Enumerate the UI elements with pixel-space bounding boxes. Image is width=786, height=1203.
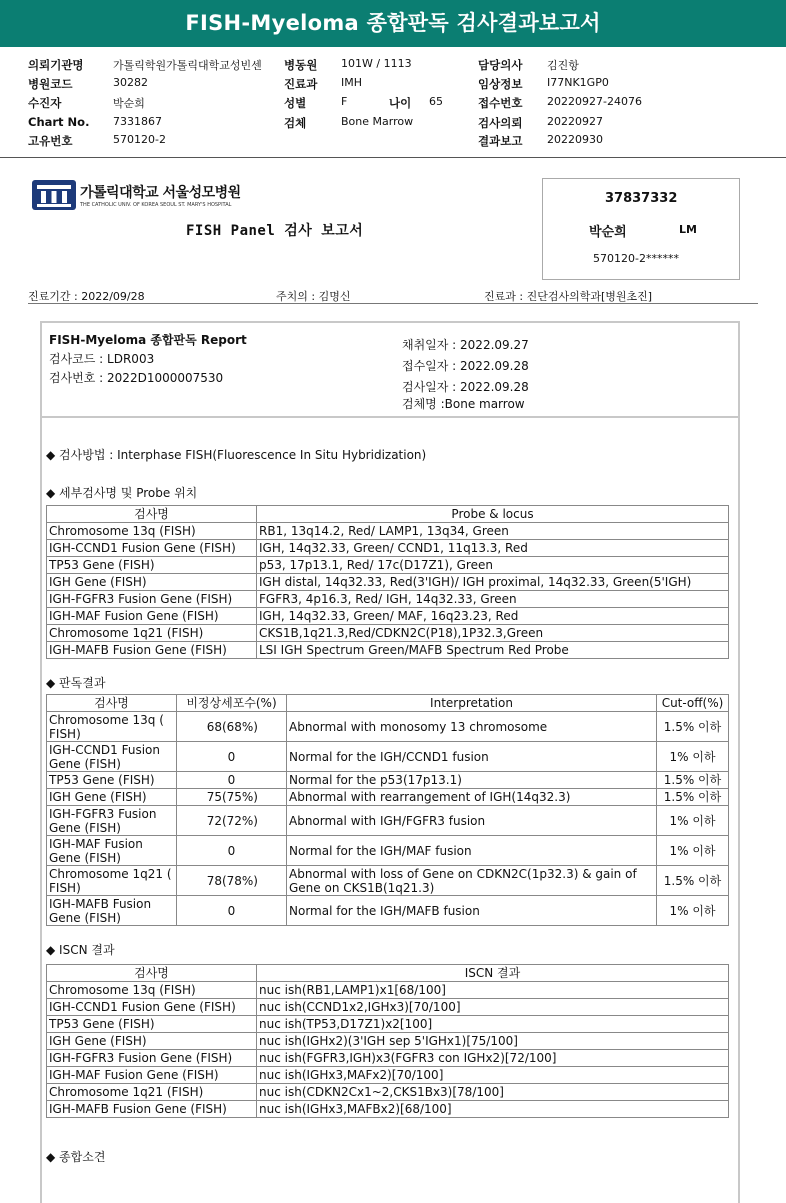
label-report-date: 결과보고: [478, 134, 523, 148]
table-cell: IGH-FGFR3 Fusion Gene (FISH): [47, 591, 257, 608]
patient-label-box: [542, 178, 740, 280]
table-cell: 0: [177, 742, 287, 772]
table-cell: nuc ish(RB1,LAMP1)x1[68/100]: [257, 982, 729, 999]
hospital-logo: [32, 180, 76, 214]
report-title: FISH-Myeloma 종합판독 Report: [49, 333, 247, 347]
label-specimen: 검체: [284, 116, 307, 130]
probe-header-test: 검사명: [47, 506, 257, 523]
table-cell: 72(72%): [177, 806, 287, 836]
test-code: 검사코드 : LDR003: [49, 352, 155, 366]
label-clinical-info: 임상정보: [478, 77, 523, 91]
table-row: [47, 866, 729, 896]
table-row: [47, 574, 729, 591]
specimen: Bone Marrow: [341, 115, 414, 128]
table-cell: TP53 Gene (FISH): [47, 1016, 257, 1033]
table-row: [47, 836, 729, 866]
tested-date: 검사일자 : 2022.09.28: [402, 380, 529, 394]
table-row: [47, 591, 729, 608]
specimen-name: 검체명 :Bone marrow: [402, 397, 525, 411]
table-row: [47, 1033, 729, 1050]
department: IMH: [341, 76, 363, 89]
label-hospital-code: 병원코드: [28, 77, 73, 91]
result-header-abnormal: 비정상세포수(%): [177, 695, 287, 712]
table-cell: 0: [177, 836, 287, 866]
table-row: [47, 642, 729, 659]
table-cell: CKS1B,1q21.3,Red/CDKN2C(P18),1P32.3,Green: [257, 625, 729, 642]
table-row: [47, 540, 729, 557]
table-row: [47, 608, 729, 625]
table-cell: Chromosome 1q21 (FISH): [47, 625, 257, 642]
table-cell: IGH distal, 14q32.33, Red(3'IGH)/ IGH proximal, 14q32.33, Green(5'IGH): [257, 574, 729, 591]
table-cell: Chromosome 13q ( FISH): [47, 712, 177, 742]
table-cell: IGH-MAF Fusion Gene (FISH): [47, 836, 177, 866]
table-cell: nuc ish(FGFR3,IGH)x3(FGFR3 con IGHx2)[72/100]: [257, 1050, 729, 1067]
visit-period: [28, 288, 145, 304]
probe-table: [46, 505, 729, 659]
visit-divider: [28, 303, 758, 304]
patient-box-id: 570120-2******: [593, 252, 679, 265]
label-chart-no: Chart No.: [28, 115, 90, 129]
visit-department: [484, 288, 652, 304]
table-cell: Chromosome 1q21 (FISH): [47, 1084, 257, 1101]
table-row: [47, 557, 729, 574]
visit-text: 2022/09/28: [81, 290, 145, 303]
report-title-bar: FISH-Myeloma 종합판독 검사결과보고서: [0, 0, 786, 47]
clinical-info: I77NK1GP0: [547, 76, 609, 89]
table-cell: 1.5% 이하: [657, 712, 729, 742]
ward: 101W / 1113: [341, 57, 412, 70]
patient-number: 37837332: [605, 191, 678, 206]
report-date: 20220930: [547, 133, 603, 146]
table-cell: 1% 이하: [657, 806, 729, 836]
chart-no: 7331867: [113, 115, 162, 128]
table-cell: IGH Gene (FISH): [47, 574, 257, 591]
table-cell: Normal for the IGH/MAFB fusion: [287, 896, 657, 926]
result-header-test: 검사명: [47, 695, 177, 712]
age: 65: [429, 95, 443, 108]
visit-text: 주치의 :: [276, 290, 319, 303]
label-sex: 성별: [284, 96, 307, 110]
method: ◆ 검사방법 : Interphase FISH(Fluorescence In Situ Hybridization): [46, 448, 427, 462]
iscn-table: [46, 964, 729, 1118]
table-row: [47, 789, 729, 806]
table-cell: IGH-MAFB Fusion Gene (FISH): [47, 1101, 257, 1118]
table-row: [47, 999, 729, 1016]
table-row: [47, 806, 729, 836]
probe-header-locus: Probe & locus: [257, 506, 729, 523]
table-row: [47, 523, 729, 540]
visit-text: 진료과 :: [484, 290, 527, 303]
table-row: [47, 982, 729, 999]
label-patient: 수진자: [28, 96, 62, 110]
table-cell: Normal for the IGH/CCND1 fusion: [287, 742, 657, 772]
table-row: [47, 896, 729, 926]
table-row: [47, 1067, 729, 1084]
patient-name: 박순희: [113, 97, 145, 110]
table-cell: RB1, 13q14.2, Red/ LAMP1, 13q34, Green: [257, 523, 729, 540]
patient-box-name: 박순희: [589, 225, 627, 240]
table-row: [47, 742, 729, 772]
iscn-header-result: ISCN 결과: [257, 965, 729, 982]
table-cell: 1.5% 이하: [657, 789, 729, 806]
table-cell: p53, 17p13.1, Red/ 17c(D17Z1), Green: [257, 557, 729, 574]
received-date: 접수일자 : 2022.09.28: [402, 359, 529, 373]
table-row: [47, 625, 729, 642]
visit-text: 김명신: [318, 290, 351, 303]
result-header-cutoff: Cut-off(%): [657, 695, 729, 712]
hospital-code: 30282: [113, 76, 148, 89]
iscn-header-test: 검사명: [47, 965, 257, 982]
table-cell: Chromosome 13q (FISH): [47, 982, 257, 999]
label-ward: 병동원: [284, 58, 318, 72]
table-cell: Normal for the p53(17p13.1): [287, 772, 657, 789]
table-cell: nuc ish(IGHx3,MAFBx2)[68/100]: [257, 1101, 729, 1118]
probe-section-title: ◆ 세부검사명 및 Probe 위치: [46, 486, 198, 500]
table-row: [47, 772, 729, 789]
result-table: [46, 694, 729, 926]
hospital-name-en: THE CATHOLIC UNIV. OF KOREA SEOUL ST. MARY'S HOSPITAL: [80, 202, 232, 208]
table-cell: Abnormal with loss of Gene on CDKN2C(1p32.3) & gain of Gene on CKS1B(1q21.3): [287, 866, 657, 896]
table-cell: IGH Gene (FISH): [47, 789, 177, 806]
table-cell: 1.5% 이하: [657, 772, 729, 789]
table-cell: 78(78%): [177, 866, 287, 896]
table-cell: nuc ish(CCND1x2,IGHx3)[70/100]: [257, 999, 729, 1016]
table-cell: IGH-MAF Fusion Gene (FISH): [47, 1067, 257, 1084]
request-date: 20220927: [547, 115, 603, 128]
requesting-institution: 가톨릭학원가톨릭대학교성빈센: [113, 59, 262, 72]
table-cell: IGH-FGFR3 Fusion Gene (FISH): [47, 806, 177, 836]
label-unique-id: 고유번호: [28, 134, 73, 148]
report-info: [42, 323, 738, 418]
table-cell: nuc ish(IGHx3,MAFx2)[70/100]: [257, 1067, 729, 1084]
unique-id: 570120-2: [113, 133, 166, 146]
table-cell: 0: [177, 772, 287, 789]
table-cell: 1.5% 이하: [657, 866, 729, 896]
table-cell: TP53 Gene (FISH): [47, 772, 177, 789]
result-header-interpretation: Interpretation: [287, 695, 657, 712]
table-cell: IGH-CCND1 Fusion Gene (FISH): [47, 742, 177, 772]
table-row: [47, 1084, 729, 1101]
table-row: [47, 1050, 729, 1067]
iscn-section-title: ◆ ISCN 결과: [46, 943, 115, 957]
label-department: 진료과: [284, 77, 318, 91]
table-cell: 75(75%): [177, 789, 287, 806]
hospital-emblem-icon: [32, 180, 76, 210]
fish-panel-report: [16, 166, 772, 1192]
doctor: 김진항: [547, 59, 579, 72]
summary-section-title: ◆ 종합소견: [46, 1150, 106, 1164]
table-cell: Chromosome 1q21 ( FISH): [47, 866, 177, 896]
sex: F: [341, 95, 348, 108]
table-row: [47, 1101, 729, 1118]
test-number: 검사번호 : 2022D1000007530: [49, 371, 224, 385]
table-row: [47, 1016, 729, 1033]
table-cell: Abnormal with monosomy 13 chromosome: [287, 712, 657, 742]
table-cell: Abnormal with IGH/FGFR3 fusion: [287, 806, 657, 836]
table-cell: 0: [177, 896, 287, 926]
table-cell: IGH-MAF Fusion Gene (FISH): [47, 608, 257, 625]
table-cell: 1% 이하: [657, 742, 729, 772]
patient-box-tag: LM: [679, 223, 697, 236]
table-cell: nuc ish(CDKN2Cx1~2,CKS1Bx3)[78/100]: [257, 1084, 729, 1101]
accession-number: 20220927-24076: [547, 95, 642, 108]
table-cell: nuc ish(TP53,D17Z1)x2[100]: [257, 1016, 729, 1033]
table-cell: IGH-MAFB Fusion Gene (FISH): [47, 642, 257, 659]
table-cell: 68(68%): [177, 712, 287, 742]
table-row: [47, 712, 729, 742]
table-cell: IGH-MAFB Fusion Gene (FISH): [47, 896, 177, 926]
label-age: 나이: [389, 96, 412, 110]
table-cell: IGH-CCND1 Fusion Gene (FISH): [47, 999, 257, 1016]
panel-report-title: FISH Panel 검사 보고서: [186, 223, 364, 239]
label-doctor: 담당의사: [478, 58, 523, 72]
hospital-name: 가톨릭대학교 서울성모병원: [80, 185, 241, 201]
collected-date: 채취일자 : 2022.09.27: [402, 338, 529, 352]
report-frame: [40, 321, 740, 1203]
table-cell: Chromosome 13q (FISH): [47, 523, 257, 540]
table-cell: IGH Gene (FISH): [47, 1033, 257, 1050]
table-cell: 1% 이하: [657, 836, 729, 866]
visit-text: 진료기간 :: [28, 290, 82, 303]
table-cell: FGFR3, 4p16.3, Red/ IGH, 14q32.33, Green: [257, 591, 729, 608]
table-cell: Normal for the IGH/MAF fusion: [287, 836, 657, 866]
header-divider: [0, 157, 786, 158]
table-cell: 1% 이하: [657, 896, 729, 926]
table-cell: Abnormal with rearrangement of IGH(14q32.3): [287, 789, 657, 806]
table-cell: IGH, 14q32.33, Green/ MAF, 16q23.23, Red: [257, 608, 729, 625]
table-cell: nuc ish(IGHx2)(3'IGH sep 5'IGHx1)[75/100]: [257, 1033, 729, 1050]
label-requesting-institution: 의뢰기관명: [28, 58, 84, 72]
table-cell: LSI IGH Spectrum Green/MAFB Spectrum Red Probe: [257, 642, 729, 659]
attending-doctor: [276, 288, 350, 304]
table-cell: TP53 Gene (FISH): [47, 557, 257, 574]
label-request-date: 검사의뢰: [478, 116, 523, 130]
table-cell: IGH-FGFR3 Fusion Gene (FISH): [47, 1050, 257, 1067]
label-accession-number: 접수번호: [478, 96, 523, 110]
table-cell: IGH-CCND1 Fusion Gene (FISH): [47, 540, 257, 557]
visit-text: 진단검사의학과[병원초진]: [526, 290, 653, 303]
table-cell: IGH, 14q32.33, Green/ CCND1, 11q13.3, Red: [257, 540, 729, 557]
result-section-title: ◆ 판독결과: [46, 676, 106, 690]
